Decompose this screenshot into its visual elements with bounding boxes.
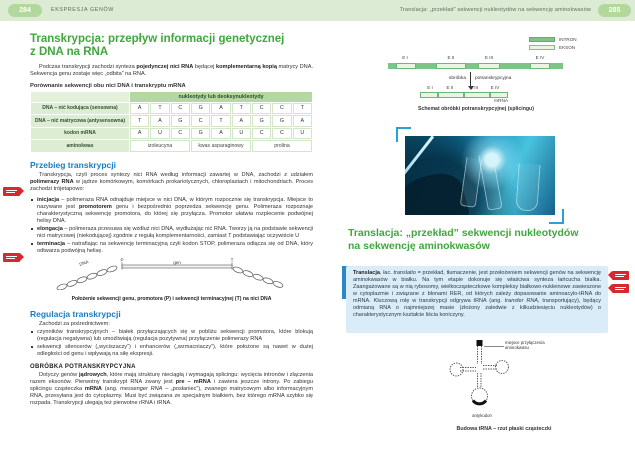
exam-tag-icon <box>612 284 629 293</box>
seq-cell: G <box>171 115 190 127</box>
figure-caption: Położenie sekwencji genu, promotora (P) i sekwencji terminacyjnej (T) na nici DNA <box>71 295 272 302</box>
seq-cell: A <box>211 103 230 115</box>
section-heading-processing: OBRÓBKA POTRANSKRYPCYJNA <box>30 363 136 370</box>
page-title <box>348 227 618 252</box>
left-page-column <box>30 33 313 411</box>
amino-cell: izoleucyna <box>130 140 190 152</box>
translation-info-box <box>346 266 608 333</box>
seq-cell: A <box>130 103 149 115</box>
seq-cell: A <box>150 115 169 127</box>
page-title-line1: Transkrypcja: przepływ informacji genetycznej <box>30 33 285 45</box>
row-label: DNA – nić matrycowa (antysensowna) <box>31 115 129 127</box>
table-title: Porównanie sekwencji obu nici DNA i transkryptu mRNA <box>30 83 186 89</box>
seq-cell: C <box>171 103 190 115</box>
transcription-intro: Transkrypcja, czyli proces syntezy nici RNA według informacji zawartej w DNA, zachodzi z udziałem polimerazy RNA w jądrze komórkowym, komórkach prokariotycznych, chloroplastach i mitochondriach. Proces zachodzi trójetapowo: <box>30 171 313 192</box>
gene-location-figure <box>30 258 313 302</box>
seq-cell: C <box>272 103 291 115</box>
seq-cell: G <box>191 103 210 115</box>
list-item: czynników transkrypcyjnych – białek przyłączających się w pobliżu sekwencji promotora, które blokują (regulacja negatywna) lub umożliwiają (regulacja pozytywna) przyłączenie polimerazy RNA <box>30 329 313 343</box>
seq-cell: U <box>150 128 169 140</box>
list-item: inicjacja – polimeraza RNA odnajduje miejsce w nici DNA, w którym rozpocznie się transkrypcja. Miejsce to nazywane jest promotorem genu i bezpośrednio poprzedza sekwencję genu. Polimeraza rozpoznaje charakterystyczną sekwencję promotora, do której się przyłącza. Promotor ułatwia rozplecenie podwójnej helisy DNA. <box>30 197 313 225</box>
legend-intron <box>529 37 577 42</box>
splicing-arrow <box>470 72 471 86</box>
regulation-list <box>30 329 313 358</box>
exon-label: E II <box>446 85 454 90</box>
terminator-label: T <box>230 257 234 263</box>
exon-segment <box>436 63 466 69</box>
intro-paragraph: Podczas transkrypcji zachodzi synteza pojedynczej nici RNA będącej komplementarną kopią matrycy DNA. Sekwencja genu zostaje więc „odbita” na RNA. <box>30 64 314 77</box>
hand-shape <box>405 168 470 215</box>
table-header-cell: nukleotydy lub deoksynukleotydy <box>130 92 312 102</box>
exam-tag-icon <box>612 271 629 280</box>
label-pointer-line <box>484 346 504 347</box>
seq-cell: G <box>252 115 271 127</box>
table-row <box>31 115 312 127</box>
legend-label: EKSON <box>559 45 576 50</box>
table-row <box>31 128 312 140</box>
exam-tag-icon <box>3 187 20 196</box>
sequence-comparison-table <box>30 91 313 153</box>
page-title <box>30 33 313 59</box>
table-row <box>31 103 312 115</box>
processing-paragraph: Dotyczy genów jądrowych, które mają strukturę nieciągłą i wymagają splicingu: wycięcia intronów i złączenia razem eksonów. Pierwotny transkrypt RNA zwany jest pre – mRNA i zawiera jeszcze introny. Po zabiegu splicingu cząsteczka mRNA (ang. messenger RNA – „posłaniec”), zwanego matrycowym albo informacyjnym RNA, przesyłana jest do cytoplazmy. Musi być związana ze specjalnym białkiem, bez którego mRNA szybko się rozpada. Transkrypcji ulegają też pierwotne rRNA i tRNA. <box>30 371 314 406</box>
page-title-line2: na sekwencję aminokwasów <box>348 239 490 252</box>
list-item: sekwencji silencerów („wyciszaczy”) i enhancerów („wzmacniaczy”), które położone są nawet w dużej odległości od genu i wpływają na siłę ekspresji. <box>30 344 313 358</box>
exon-swatch-icon <box>529 45 555 50</box>
amino-site-label: miejsce przyłączenia aminokwasu <box>505 340 545 350</box>
left-page-number: 284 <box>8 4 42 17</box>
mrna-label: mRNA <box>494 99 509 104</box>
table-amino-row <box>31 140 312 152</box>
right-page-number: 285 <box>598 4 631 17</box>
exon-label: E I <box>427 85 433 90</box>
exon-segment <box>438 92 464 98</box>
gene-label: gen <box>173 259 181 265</box>
exon-label: E IV <box>490 85 500 90</box>
intron-segment <box>388 63 396 69</box>
exon-label: E I <box>402 55 408 60</box>
seq-cell: C <box>191 115 210 127</box>
intron-swatch-icon <box>529 37 555 42</box>
exon-label: E II <box>447 55 455 60</box>
anticodon-label: antykodon <box>472 413 492 418</box>
seq-cell: C <box>252 103 271 115</box>
flask-shape <box>515 163 540 211</box>
legend-ekson <box>529 45 575 50</box>
seq-cell: T <box>293 103 312 115</box>
dna-gene-diagram <box>54 258 289 290</box>
regulation-intro: Zachodzi za pośrednictwem: <box>39 320 110 327</box>
seq-cell: A <box>232 115 251 127</box>
right-running-title: Translacja: „przekład” sekwencji nukleotydów na sekwencję aminokwasów <box>399 7 591 13</box>
seq-cell: G <box>191 128 210 140</box>
intron-segment <box>550 63 563 69</box>
exon-segment <box>464 92 490 98</box>
exam-tag-icon <box>3 253 20 262</box>
left-running-title: EKSPRESJA GENÓW <box>51 7 114 13</box>
seq-cell: U <box>293 128 312 140</box>
row-label: kodon mRNA <box>31 128 129 140</box>
info-box-text: Translacja, łac. translatio = przekład, tłumaczenie, jest przełożeniem sekwencji genów na sekwencję aminokwasów w białku. Na tym etapie dokonuje się właściwa synteza łańcucha białka. Zaangażowane są w nią rybosomy, wielkocząsteczkowe kompleksy białkowo-nukleinowe zawieszone w cytoplazmie i związane z błonami RER, od których zależy dopasowanie aminoacylo-tRNA do mRNA. Kluczową rolę w transkrypcji odgrywa tRNA (ang. transfer RNA, transportujący), będący odmianą RNA o najmniejszej masie (złożony zaledwie z kilkudziesięciu nukleotydów) o charakterystycznym kształcie liścia koniczyny. <box>353 270 601 318</box>
section-heading-transcription: Przebieg transkrypcji <box>30 159 116 170</box>
seq-cell: C <box>252 128 271 140</box>
corner-bracket-icon <box>549 209 564 224</box>
transcription-steps-list <box>30 197 313 255</box>
exon-label: E III <box>484 55 494 60</box>
amino-cell: prolina <box>252 140 312 152</box>
table-corner-cell <box>31 92 129 102</box>
list-item: terminacja – natrafiając na sekwencję terminacyjną czyli kodon STOP, polimeraza odłącza się od DNA, który odtwarza podwójną helisę. <box>30 241 313 255</box>
arrow-label-left: obróbka <box>448 76 466 81</box>
seq-cell: A <box>211 128 230 140</box>
seq-cell: T <box>232 103 251 115</box>
exon-label: E III <box>469 85 479 90</box>
page-title-line1: Translacja: „przekład” sekwencji nukleotydów <box>348 227 579 239</box>
row-label: aminokwas <box>31 140 129 152</box>
intron-segment <box>466 63 478 69</box>
mrna-bar <box>420 92 508 98</box>
seq-cell: T <box>150 103 169 115</box>
dna-label: DNA <box>78 258 90 267</box>
legend-label: INTRON <box>559 37 577 42</box>
intron-segment <box>500 63 530 69</box>
seq-cell: T <box>211 115 230 127</box>
pre-mrna-bar <box>388 63 563 69</box>
section-heading-regulation: Regulacja transkrypcji <box>30 308 121 319</box>
seq-cell: A <box>130 128 149 140</box>
promoter-label: P <box>120 257 124 263</box>
exon-segment <box>490 92 508 98</box>
seq-cell: T <box>130 115 149 127</box>
test-tube-shape <box>478 153 502 211</box>
arrow-label-right: potranskrypcyjna <box>475 76 512 81</box>
exon-label: E IV <box>535 55 545 60</box>
trna-cloverleaf-diagram <box>447 340 513 416</box>
exon-segment <box>478 63 500 69</box>
amino-attachment-site <box>477 340 483 346</box>
amino-cell: kwas asparaginowy <box>191 140 251 152</box>
exon-segment <box>530 63 550 69</box>
intron-segment <box>416 63 436 69</box>
table-header-row <box>31 92 312 102</box>
exon-segment <box>420 92 438 98</box>
row-label: DNA – nić kodująca (sensowna) <box>31 103 129 115</box>
exon-segment <box>396 63 416 69</box>
seq-cell: U <box>232 128 251 140</box>
anticodon-arc <box>473 401 486 404</box>
seq-cell: C <box>272 128 291 140</box>
list-item: elongacja – polimeraza przesuwa się wzdłuż nici DNA, wydłużając nić RNA. Tworzy ją na podstawie sekwencji nici matrycowej (niekodującej) zgodnie z regułą komplementarności, zamiast T podstawiając oczywiście U <box>30 226 313 240</box>
splicing-caption: Schemat obróbki potranskrypcyjnej (splicingu) <box>418 106 534 112</box>
seq-cell: A <box>293 115 312 127</box>
page-title-line2: z DNA na RNA <box>30 46 109 58</box>
seq-cell: C <box>171 128 190 140</box>
trna-caption: Budowa tRNA – rzut płaski cząsteczki <box>456 426 552 432</box>
seq-cell: G <box>272 115 291 127</box>
lab-photo <box>405 136 555 215</box>
